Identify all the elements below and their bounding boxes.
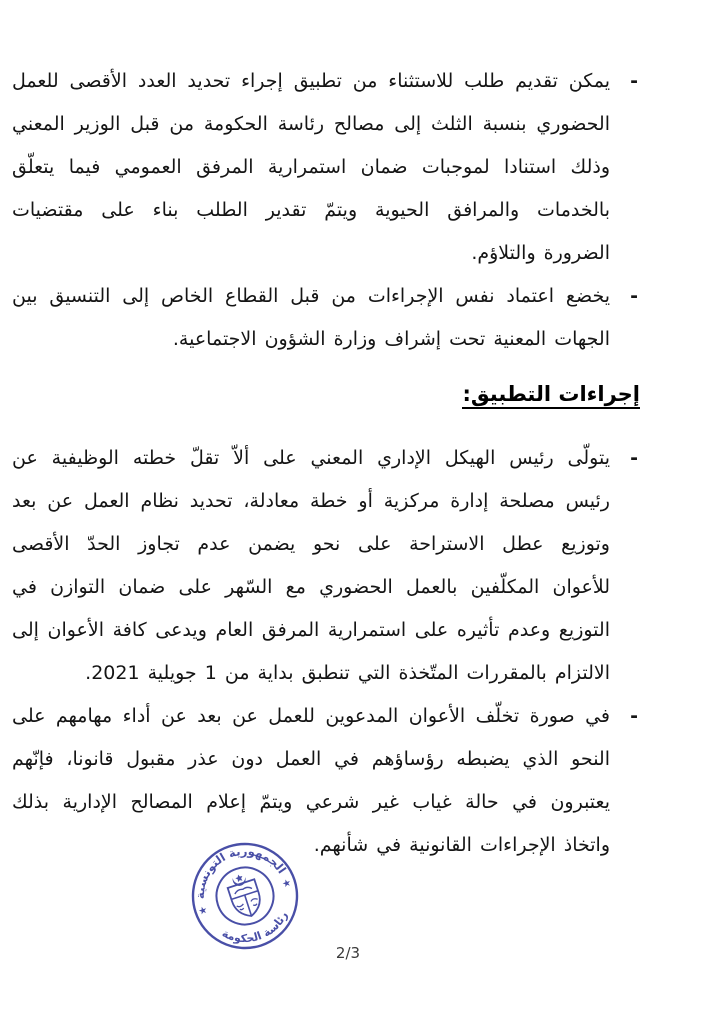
text-line: رئيس مصلحة إدارة مركزية أو خطة معادلة، تحديد نظام العمل عن بعد: [12, 490, 610, 512]
text-line: للأعوان المكلّفين بالعمل الحضوري مع السّهر على ضمان التوازن في: [12, 576, 610, 598]
bullet-dash-marker: -: [630, 447, 638, 469]
bullet-dash-marker: -: [630, 285, 638, 307]
text-line: الالتزام بالمقررات المتّخذة التي تنطبق بداية من 1 جويلية 2021.: [85, 662, 610, 684]
bullet-list-bottom: [12, 437, 640, 867]
bullet-item: [12, 695, 640, 867]
bullet-text-block: [12, 437, 610, 695]
section-heading: [12, 373, 640, 417]
emblem-lion-mark: [251, 898, 260, 906]
text-line: يخضع اعتماد نفس الإجراءات من قبل القطاع الخاص إلى التنسيق بين: [12, 285, 610, 307]
text-line: في صورة تخلّف الأعوان المدعوين للعمل عن بعد عن أداء مهامهم على: [12, 705, 610, 727]
text-line: يتولّى رئيس الهيكل الإداري المعني على ألاّ تقلّ خطته الوظيفية عن: [12, 447, 610, 469]
seal-star-right-icon: ★: [280, 877, 293, 891]
bullet-list-top: [12, 60, 640, 361]
bullet-text-block: [12, 695, 610, 867]
text-line: النحو الذي يضبطه رؤساؤهم في العمل دون عذر مقبول قانونا، فإنّهم: [12, 748, 610, 770]
bullet-text-block: [12, 60, 610, 275]
section-heading-text: إجراءات التطبيق:: [462, 382, 640, 409]
bullet-dash-marker: -: [630, 705, 638, 727]
text-line: الجهات المعنية تحت إشراف وزارة الشؤون الاجتماعية.: [172, 328, 610, 350]
text-line: وتوزيع عطل الاستراحة على نحو يضمن عدم تجاوز الحدّ الأقصى: [12, 533, 610, 555]
text-line: التوزيع وعدم تأثيره على استمرارية المرفق العام ويدعى كافة الأعوان إلى: [12, 619, 610, 641]
seal-arc-text-bottom: رئاسة الحكومة: [219, 909, 291, 946]
bullet-text-block: [12, 275, 610, 361]
bullet-item: [12, 275, 640, 361]
text-line: يعتبرون في حالة غياب غير شرعي ويتمّ إعلام المصالح الإدارية بذلك: [12, 791, 610, 813]
government-seal-stamp: [182, 833, 308, 959]
text-line: بالخدمات والمرافق الحيوية ويتمّ تقدير الطلب بناء على مقتضيات: [12, 199, 610, 221]
text-line: الضرورة والتلاؤم.: [471, 242, 610, 264]
emblem-star-icon: [235, 873, 244, 882]
seal-arc-text-top: الجمهورية التونسية: [192, 843, 290, 900]
text-line: وذلك استنادا لموجبات ضمان استمرارية المرفق العمومي فيما يتعلّق: [12, 156, 610, 178]
seal-emblem-coat-of-arms: [225, 870, 265, 920]
bullet-item: [12, 60, 640, 275]
text-line: واتخاذ الإجراءات القانونية في شأنهم.: [313, 834, 610, 856]
page-number: 2/3: [335, 944, 361, 962]
document-body: [12, 60, 640, 867]
bullet-item: [12, 437, 640, 695]
bullet-dash-marker: -: [630, 70, 638, 92]
text-line: يمكن تقديم طلب للاستثناء من تطبيق إجراء تحديد العدد الأقصى للعمل: [12, 70, 610, 92]
text-line: الحضوري بنسبة الثلث إلى مصالح رئاسة الحكومة من قبل الوزير المعني: [12, 113, 610, 135]
emblem-shield-divider: [245, 895, 251, 915]
seal-star-left-icon: ★: [197, 904, 210, 918]
